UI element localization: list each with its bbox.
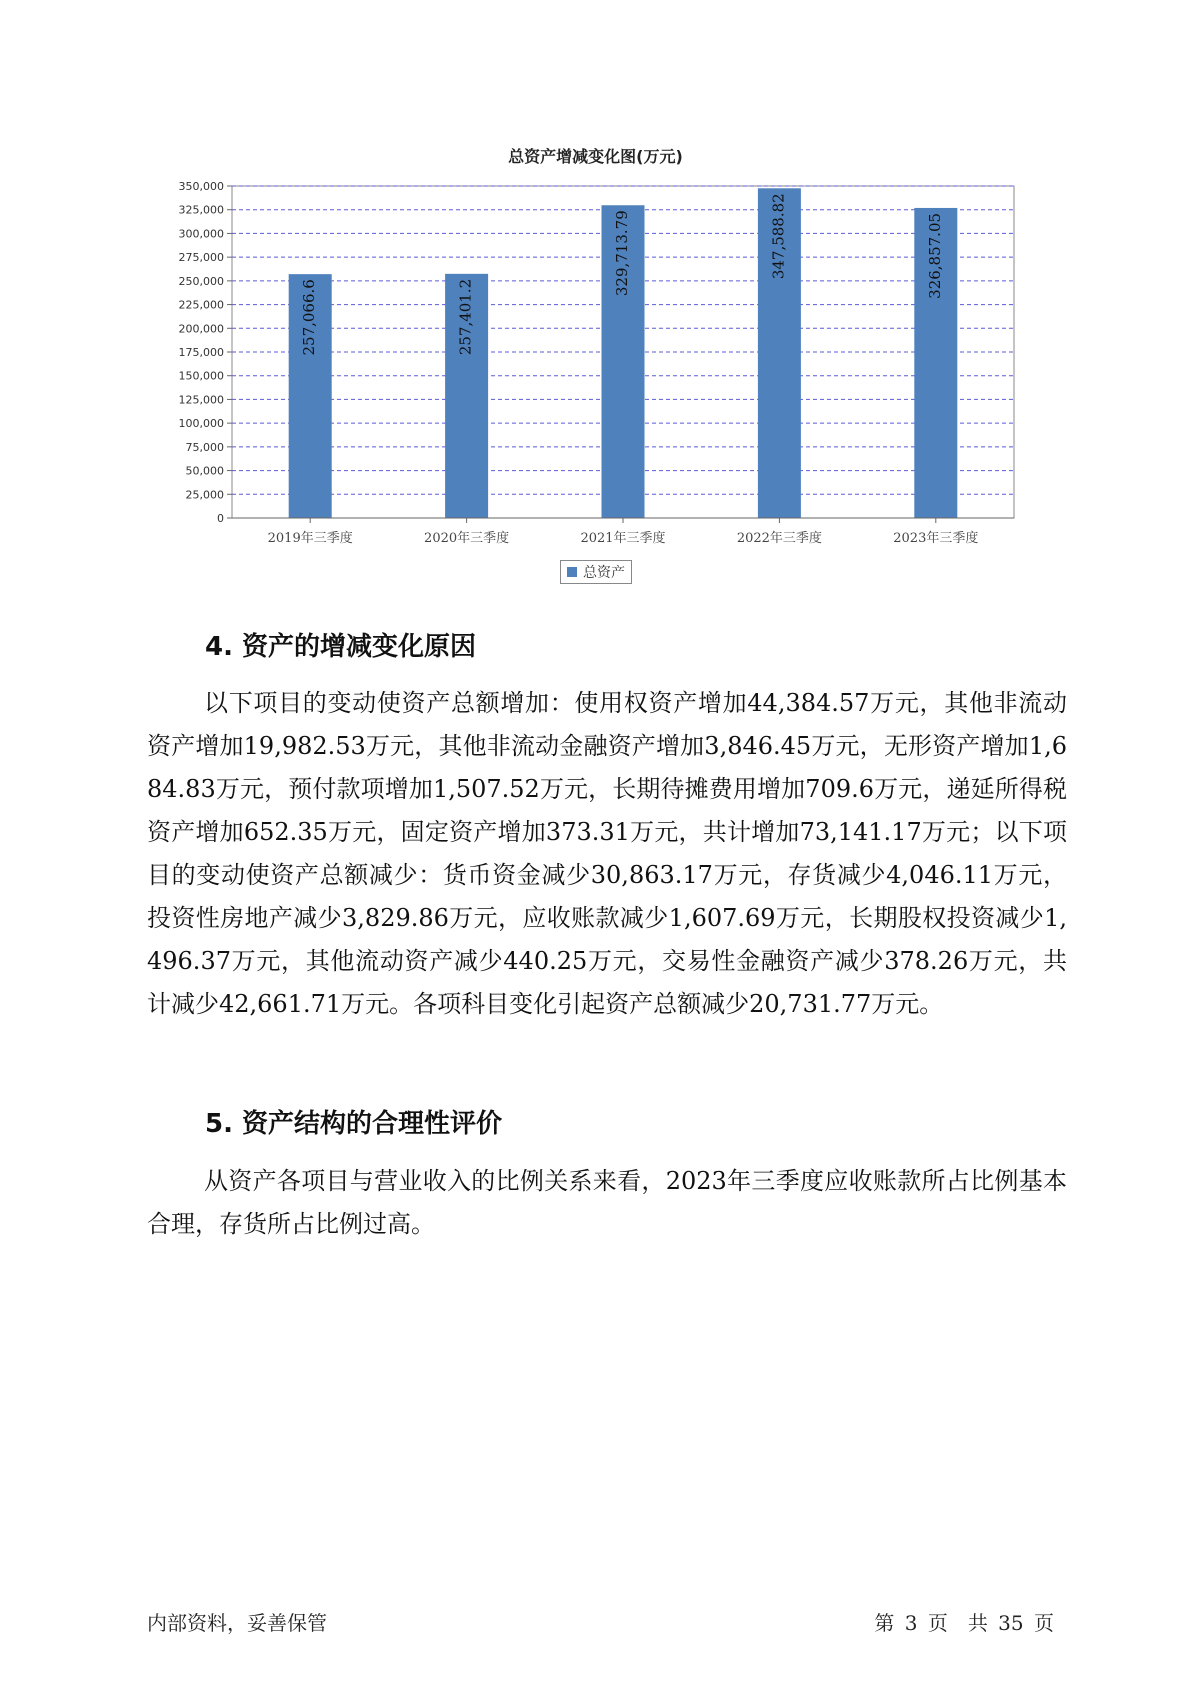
x-tick-label: 2022年三季度 [736,531,822,546]
y-tick-label: 150,000 [178,369,224,383]
y-tick-label: 100,000 [178,417,224,431]
footer-confidential-note: 内部资料，妥善保管 [147,1611,327,1635]
x-tick-label: 2021年三季度 [580,531,666,546]
legend-label: 总资产 [583,565,625,581]
legend-swatch [567,567,577,577]
bar-value-label: 257,066.6 [300,279,319,356]
y-tick-label: 200,000 [178,322,224,336]
y-tick-label: 125,000 [178,393,224,407]
x-tick-label: 2020年三季度 [424,531,510,546]
y-tick-label: 50,000 [185,464,224,478]
y-tick-label: 350,000 [178,180,224,193]
section-5-paragraph: 从资产各项目与营业收入的比例关系来看，2023年三季度应收账款所占比例基本合理，存货所占比例过高。 [147,1167,1067,1238]
y-tick-label: 275,000 [178,251,224,265]
y-tick-label: 25,000 [185,488,224,502]
x-tick-label: 2019年三季度 [267,531,353,546]
y-tick-label: 0 [217,512,224,525]
total-assets-bar-chart [0,0,1191,600]
y-tick-label: 325,000 [178,203,224,217]
chart-title: 总资产增减变化图(万元) [508,147,683,166]
y-tick-label: 250,000 [178,274,224,288]
x-tick-label: 2023年三季度 [893,531,979,546]
y-tick-label: 75,000 [185,440,224,454]
section-4-paragraph: 以下项目的变动使资产总额增加：使用权资产增加44,384.57万元，其他非流动资产增加19,982.53万元，其他非流动金融资产增加3,846.45万元，无形资产增加1,684.83万元，预付款项增加1,507.52万元，长期待摊费用增加709.6万元，递延所得税资产增加652.35万元，固定资产增加373.31万元，共计增加73,141.17万元；以下项目的变动使资产总额减少：货币资金减少30,863.17万元，存货减少4,046.11万元，投资性房地产减少3,829.86万元，应收账款减少1,607.69万元，长期股权投资减少1,496.37万元，其他流动资产减少440.25万元，交易性金融资产减少378.26万元，共计减少42,661.71万元。各项科目变化引起资产总额减少20,731.77万元。 [147,689,1067,1018]
chart-legend [560,560,632,584]
y-tick-label: 225,000 [178,298,224,312]
bar-value-label: 329,713.79 [613,210,631,297]
section-5-heading: 5. 资产结构的合理性评价 [205,1109,503,1139]
footer-page-number: 第 3 页 共 35 页 [874,1611,1054,1635]
bar-value-label: 257,401.2 [456,278,475,356]
bar-value-label: 347,588.82 [769,193,788,280]
section-4-heading: 4. 资产的增减变化原因 [205,632,477,662]
y-tick-label: 300,000 [178,227,224,241]
y-tick-label: 175,000 [178,346,224,359]
bar-value-label: 326,857.05 [925,212,944,299]
